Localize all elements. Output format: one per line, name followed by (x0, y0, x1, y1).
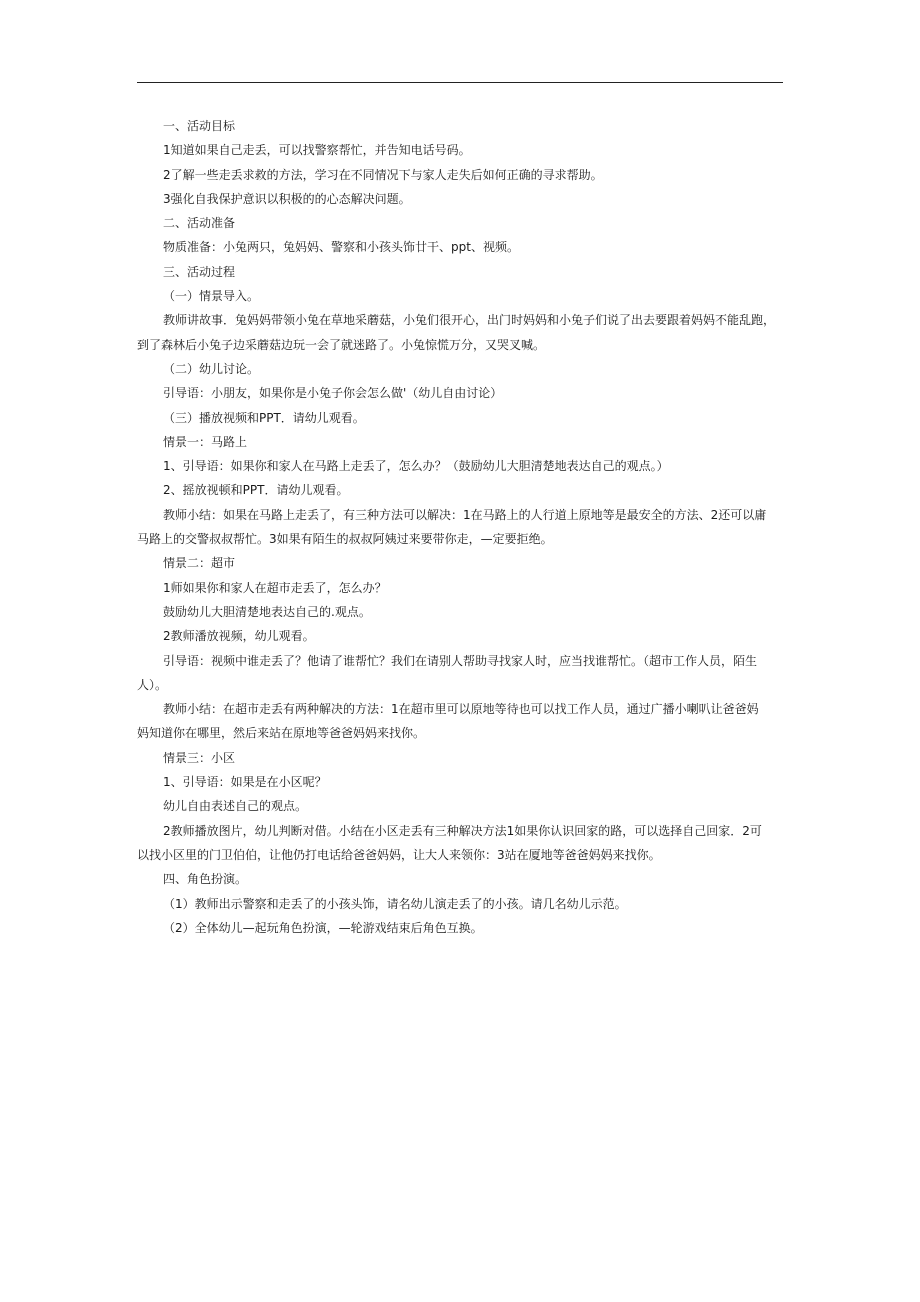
text-line: 情景一：马路上 (163, 434, 248, 449)
text-line: 1师如果你和家人在超市走丢了，怎么办？ (163, 580, 387, 595)
text-line: 以找小区里的门卫伯伯，让他仍打电话给爸爸妈妈，让大人来领你：3站在厦地等爸爸妈妈来找你。 (137, 847, 661, 862)
text-line: 四、角色扮演。 (163, 872, 248, 887)
text-line: （二）幼儿讨论。 (163, 361, 260, 376)
text-line: 情景二：超市 (163, 556, 236, 571)
text-line: 2教师播放图片，幼儿判断对借。小结在小区走丢有三种解决方法1如果你认识回家的路，可以选择自己回家．2可 (163, 823, 762, 838)
text-line: 三、活动过程 (163, 264, 236, 279)
text-line: 教师小结：在超市走丢有两种解决的方法：1在超市里可以原地等待也可以找工作人员，通过广播小喇叭让爸爸妈 (163, 702, 759, 717)
text-line: 引导语：视频中谁走丢了？他请了谁帮忙？我们在请别人帮助寻找家人时，应当找谁帮忙。（超市工作人员，陌生 (163, 653, 758, 668)
text-line: 1、引导语：如果你和家人在马路上走丢了，怎么办？（鼓励幼儿大胆清楚地表达自己的观点。） (163, 459, 669, 474)
text-line: （三）播放视频和PPT．请幼儿观看。 (163, 410, 365, 425)
text-line: 教师讲故事．兔妈妈带领小兔在草地采蘑菇，小兔们很开心，出门时妈妈和小兔子们说了出去要跟着妈妈不能乱跑， (163, 313, 776, 328)
text-line: （一）情景导入。 (163, 289, 260, 304)
text-line: 马路上的交警叔叔帮忙。3如果有陌生的叔叔阿姨过来要带你走，—定要拒绝。 (137, 532, 553, 547)
text-line: 一、活动目标 (163, 119, 236, 133)
text-line: 幼儿自由表述自己的观点。 (163, 799, 308, 814)
text-line: 到了森林后小兔子边采蘑菇边玩一会了就迷路了。小兔惊慌万分，又哭叉喊。 (137, 337, 546, 352)
text-line: 1、引导语：如果是在小区呢？ (163, 775, 327, 790)
header-rule (137, 82, 783, 83)
text-line: 2教师潘放视频，幼儿观看。 (163, 629, 315, 644)
text-line: 妈知道你在哪里，然后来站在原地等爸爸妈妈来找你。 (137, 726, 426, 741)
text-line: 二、活动准备 (163, 216, 236, 231)
text-line: 教师小结：如果在马路上走丢了，有三种方法可以解决：1在马路上的人行道上原地等是最安全的方法、2还可以庸 (163, 507, 767, 522)
text-line: （1）教师出示警察和走丢了的小孩头饰，请名幼儿演走丢了的小孩。请几名幼儿示范。 (163, 896, 627, 911)
text-line: 1知道如果自己走丢，可以找警察帮忙，并告知电话号码。 (163, 143, 471, 158)
text-line: 3强化自我保护意识以积极的的心态解决问题。 (163, 191, 411, 206)
text-line: 情景三：小区 (163, 750, 236, 765)
text-line: 物质准备：小兔两只，兔妈妈、警察和小孩头饰廿干、ppt、视频。 (163, 240, 519, 255)
text-line: 2了解一些走丢求救的方法，学习在不同情况下与家人走失后如何正确的寻求帮助。 (163, 167, 603, 182)
text-line: （2）全体幼儿—起玩角色扮演，—轮游戏结束后角色互换。 (163, 920, 483, 935)
text-line: 鼓励幼儿大胆清楚地表达自己的.观点。 (163, 604, 371, 619)
document-body (137, 114, 783, 940)
text-line: 人）。 (137, 677, 168, 692)
text-line: 2、摇放视顿和PPT．请幼儿观看。 (163, 483, 349, 498)
text-line: 引导语：小朋友，如果你是小兔子你会怎么做'（幼儿自由讨论） (163, 386, 503, 401)
